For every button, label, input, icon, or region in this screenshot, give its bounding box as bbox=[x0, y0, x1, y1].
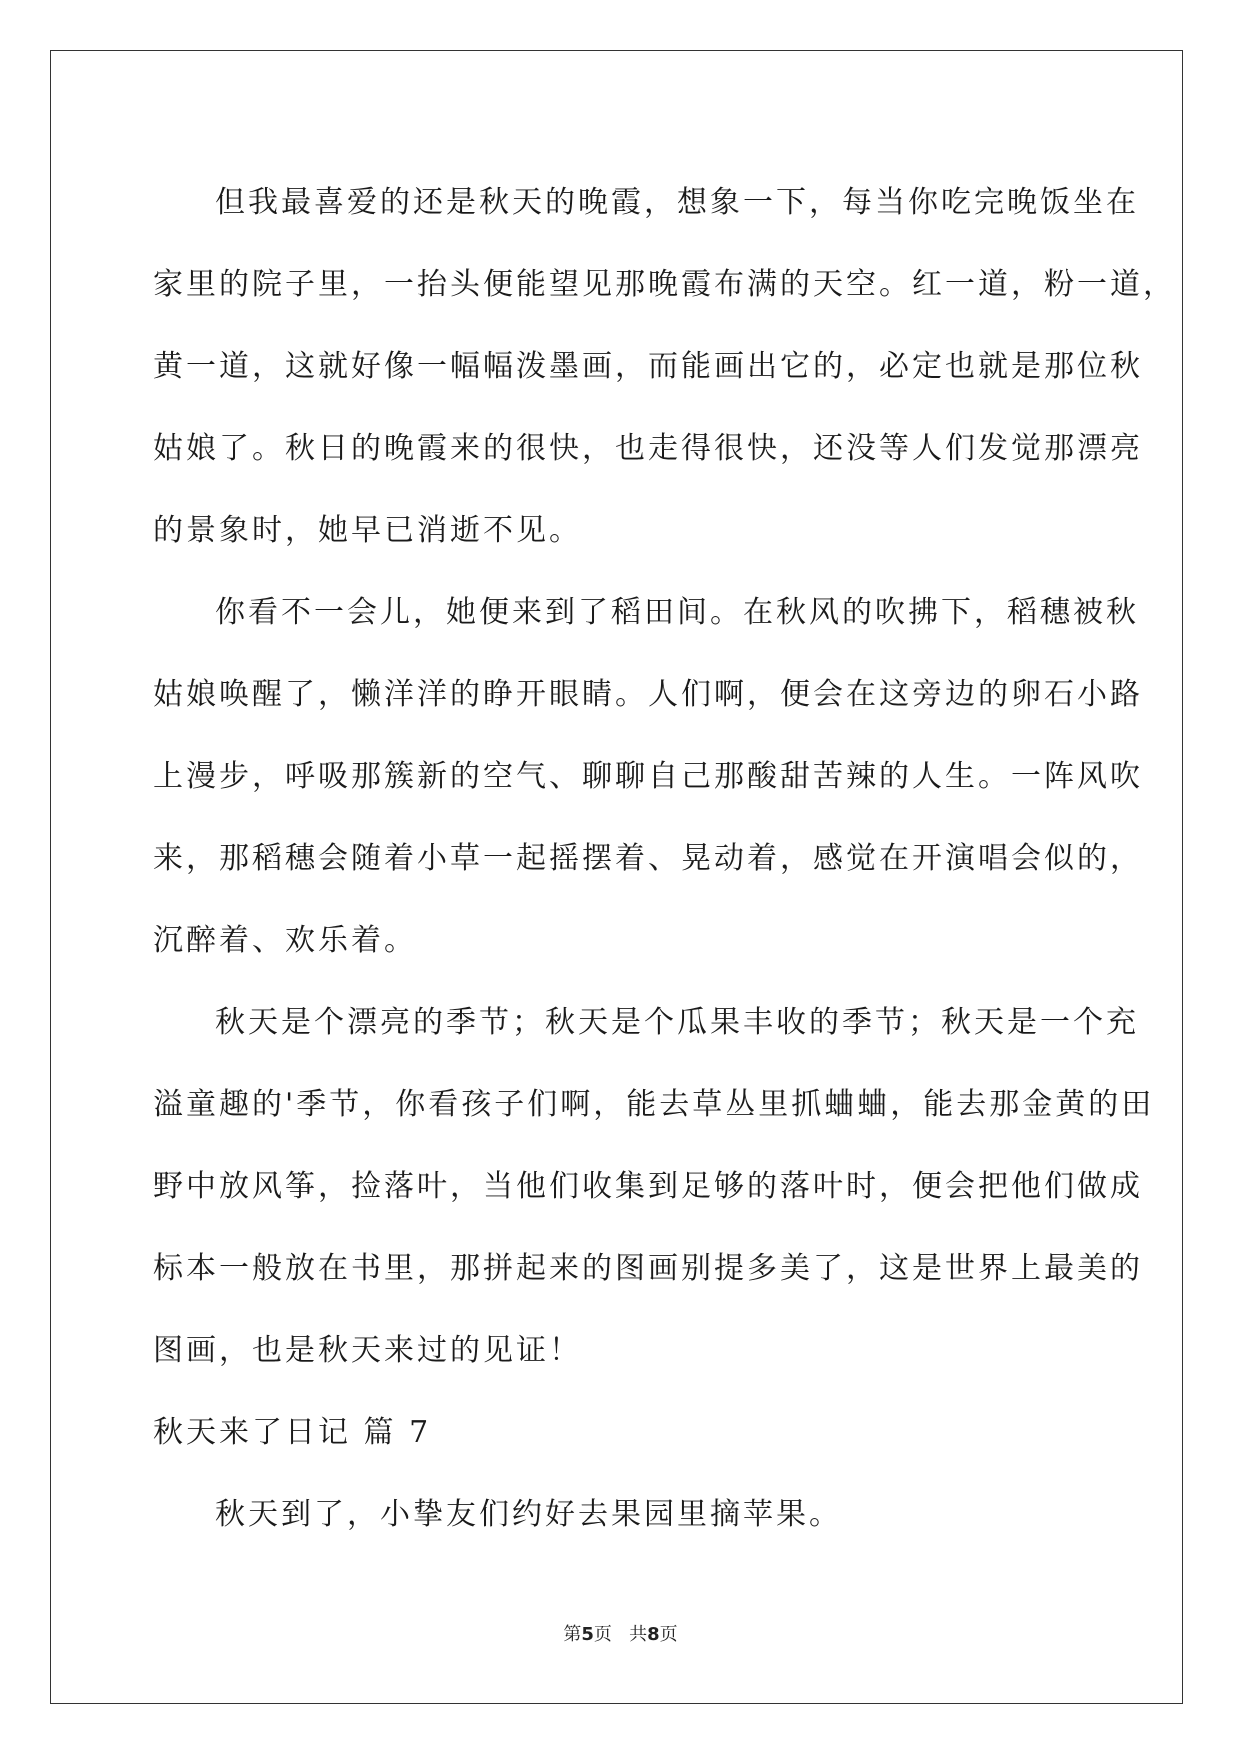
text-line: 上漫步，呼吸那簇新的空气、聊聊自己那酸甜苦辣的人生。一阵风吹 bbox=[153, 759, 1143, 794]
paragraph-1 bbox=[153, 162, 1176, 572]
text-line: 溢童趣的'季节，你看孩子们啊，能去草丛里抓蛐蛐，能去那金黄的田 bbox=[153, 1087, 1155, 1122]
section-heading: 秋天来了日记 篇 7 bbox=[153, 1415, 432, 1450]
text-line: 姑娘了。秋日的晚霞来的很快，也走得很快，还没等人们发觉那漂亮 bbox=[153, 431, 1143, 466]
footer-suffix: 页 bbox=[659, 1624, 678, 1645]
footer-prefix: 第 bbox=[563, 1624, 582, 1645]
text-line: 家里的院子里，一抬头便能望见那晚霞布满的天空。红一道，粉一道， bbox=[153, 267, 1176, 302]
text-line: 沉醉着、欢乐着。 bbox=[153, 923, 417, 958]
text-line: 你看不一会儿，她便来到了稻田间。在秋风的吹拂下，稻穗被秋 bbox=[215, 595, 1139, 630]
text-line: 图画，也是秋天来过的见证！ bbox=[153, 1333, 582, 1368]
document-body bbox=[153, 162, 1176, 1556]
text-line: 来，那稻穗会随着小草一起摇摆着、晃动着，感觉在开演唱会似的， bbox=[153, 841, 1143, 876]
text-line: 秋天是个漂亮的季节；秋天是个瓜果丰收的季节；秋天是一个充 bbox=[215, 1005, 1139, 1040]
text-line: 姑娘唤醒了，懒洋洋的睁开眼睛。人们啊，便会在这旁边的卵石小路 bbox=[153, 677, 1143, 712]
paragraph-2 bbox=[153, 572, 1143, 982]
page-total: 8 bbox=[647, 1624, 660, 1645]
text-line: 黄一道，这就好像一幅幅泼墨画，而能画出它的，必定也就是那位秋 bbox=[153, 349, 1143, 384]
paragraph-3 bbox=[153, 982, 1155, 1392]
text-line: 标本一般放在书里，那拼起来的图画别提多美了，这是世界上最美的 bbox=[153, 1251, 1143, 1286]
page-footer bbox=[0, 1620, 1241, 1646]
paragraph-4: 秋天到了，小挚友们约好去果园里摘苹果。 bbox=[215, 1497, 842, 1532]
page-number: 5 bbox=[581, 1624, 594, 1645]
text-line: 野中放风筝，捡落叶，当他们收集到足够的落叶时，便会把他们做成 bbox=[153, 1169, 1143, 1204]
footer-mid: 页 共 bbox=[593, 1624, 648, 1645]
text-line: 但我最喜爱的还是秋天的晚霞，想象一下，每当你吃完晚饭坐在 bbox=[215, 185, 1139, 220]
text-line: 的景象时，她早已消逝不见。 bbox=[153, 513, 582, 548]
